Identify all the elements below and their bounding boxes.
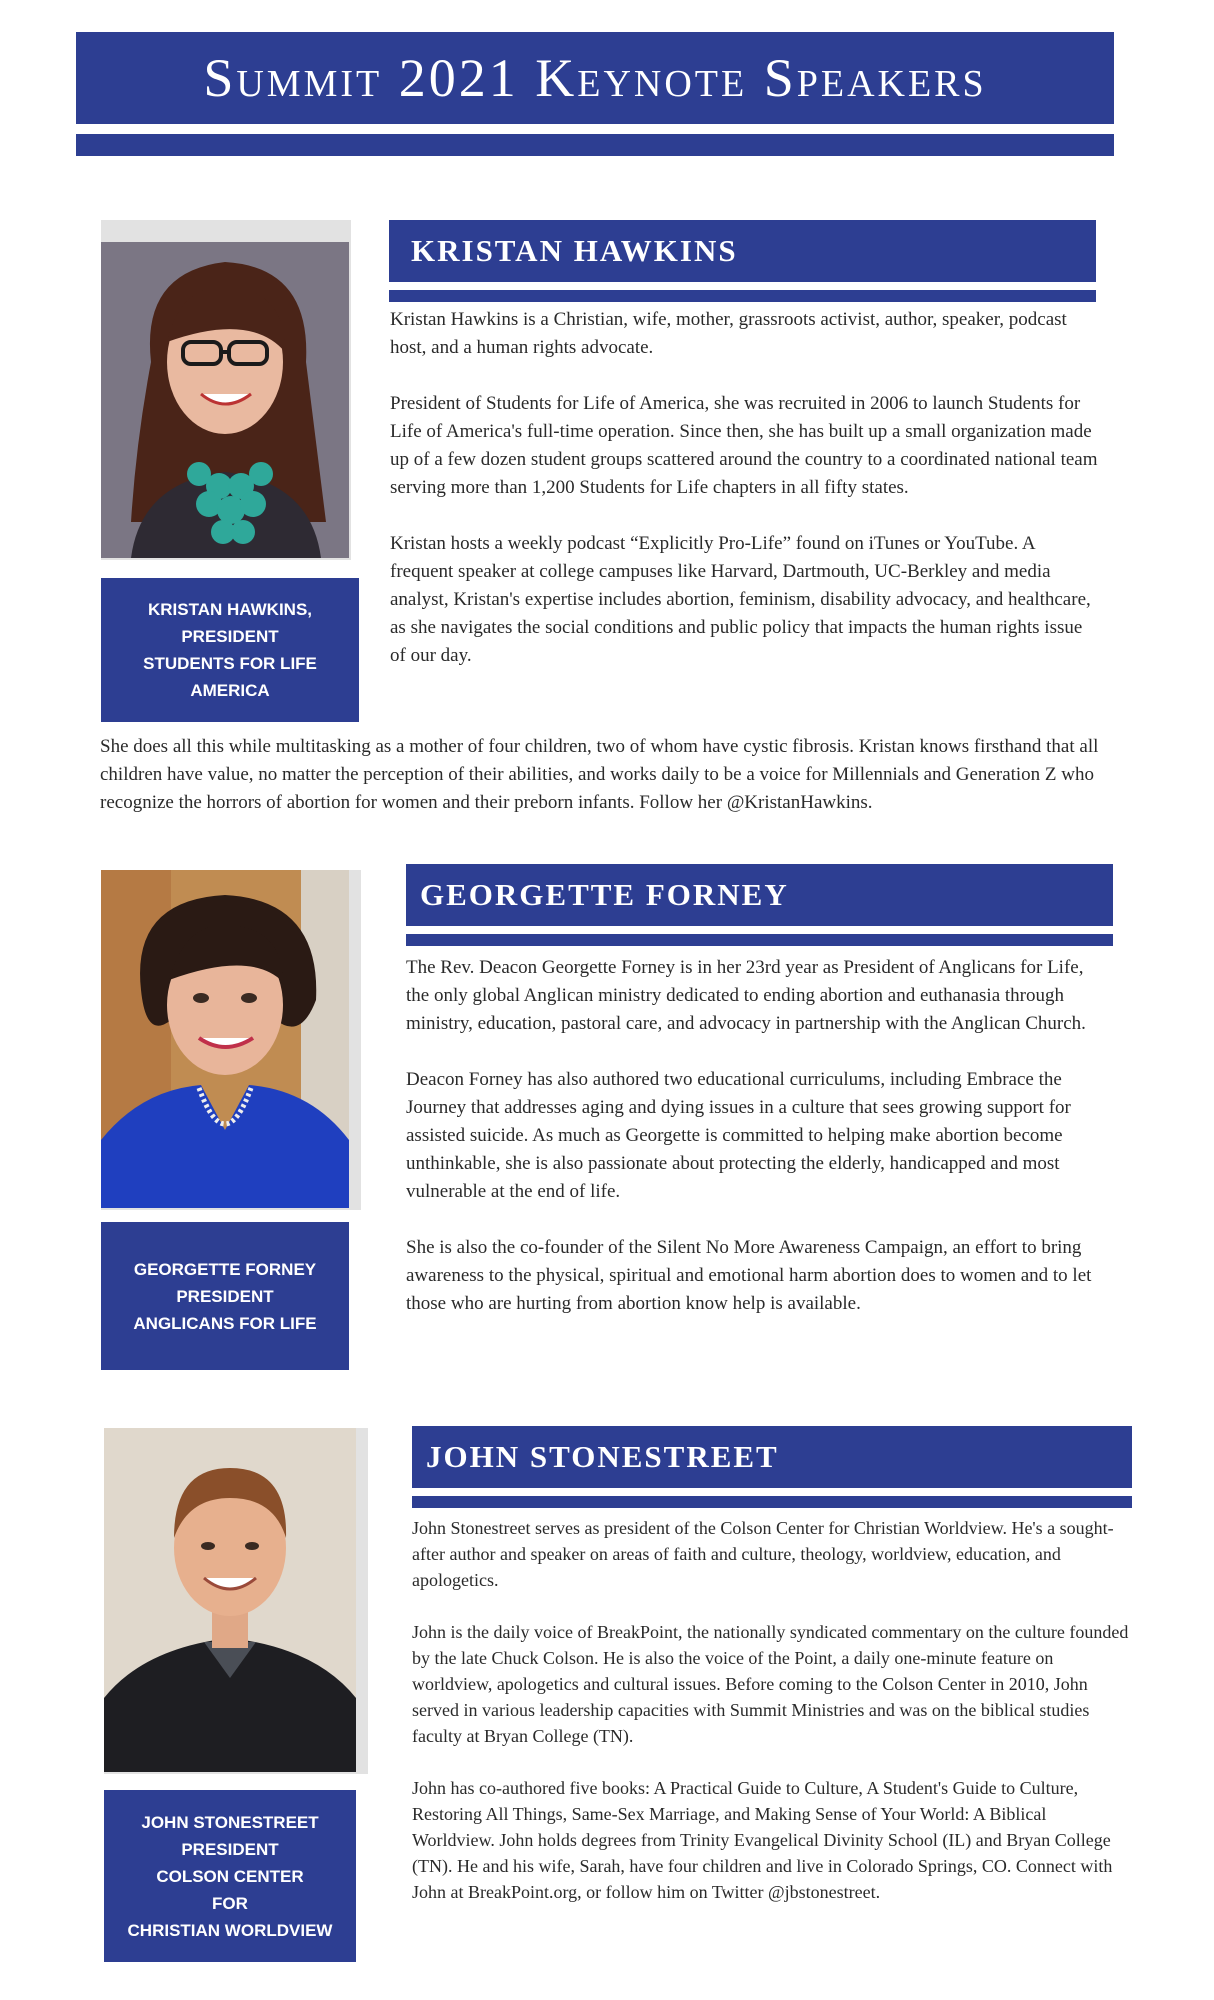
georgette-forney-name-bar xyxy=(406,864,1113,926)
caption-line: GEORGETTE FORNEY xyxy=(133,1259,317,1279)
kristan-hawkins-caption xyxy=(101,578,359,722)
caption-line: JOHN STONESTREET xyxy=(141,1812,319,1832)
speaker-name: KRISTAN HAWKINS xyxy=(411,233,738,268)
bio-paragraph: President of Students for Life of America, she was recruited in 2006 to launch Students for Life of America's full-time operation. Since then, she has built up a small organization made up of a few dozen student groups scattered around the country to a coordinated national team serving more than 1,200 Students for Life chapters in all fifty states. xyxy=(390,393,1098,498)
bio-paragraph: John has co-authored five books: A Practical Guide to Culture, A Student's Guide to Culture, Restoring All Things, Same-Sex Marriage, and Making Sense of Your World: A Biblical Worldview. John holds degrees from Trinity Evangelical Divinity School (IL) and Bryan College (TN). He and his wife, Sarah, have four children and live in Colorado Springs, CO. Connect with John at BreakPoint.org, or follow him on Twitter @jbstonestreet. xyxy=(412,1778,1113,1902)
speaker-name: GEORGETTE FORNEY xyxy=(420,877,789,912)
caption-line: FOR xyxy=(212,1893,248,1913)
georgette-forney-bio xyxy=(406,954,1106,1318)
bio-paragraph: John is the daily voice of BreakPoint, the nationally syndicated commentary on the culture founded by the late Chuck Colson. He is also the voice of the Point, a daily one-minute feature on worldview, apologetics and cultural issues. Before coming to the Colson Center in 2010, John served in various leadership capacities with Summit Ministries and was on the biblical studies faculty at Bryan College (TN). xyxy=(412,1622,1129,1746)
john-stonestreet-bio xyxy=(412,1515,1132,1905)
page-title: Summit 2021 Keynote Speakers xyxy=(203,48,987,108)
portrait-man-icon xyxy=(104,1428,356,1772)
caption-line: CHRISTIAN WORLDVIEW xyxy=(127,1920,333,1940)
caption-line: AMERICA xyxy=(190,681,270,700)
caption-line: STUDENTS FOR LIFE xyxy=(143,654,317,673)
bio-paragraph: Kristan hosts a weekly podcast “Explicitly Pro-Life” found on iTunes or YouTube. A frequent speaker at college campuses like Harvard, Dartmouth, UC-Berkley and media analyst, Kristan's expertise includes abortion, feminism, disability advocacy, and healthcare, as she navigates the social conditions and public policy that impacts the human rights issue of our day. xyxy=(390,533,1091,666)
john-stonestreet-photo xyxy=(104,1428,356,1772)
caption-line: COLSON CENTER xyxy=(156,1866,304,1886)
title-underline xyxy=(76,134,1114,156)
kristan-hawkins-bio-continued: She does all this while multitasking as a mother of four children, two of whom have cystic fibrosis. Kristan knows firsthand that all children have value, no matter the perception of their abilities, and works daily to be a voice for Millennials and Generation Z who recognize the horrors of abortion for women and their preborn infants. Follow her @KristanHawkins. xyxy=(100,736,1099,813)
speaker-name: JOHN STONESTREET xyxy=(426,1439,779,1474)
georgette-forney-caption xyxy=(101,1222,349,1370)
john-stonestreet-name-bar xyxy=(412,1426,1132,1488)
bio-paragraph: She is also the co-founder of the Silent No More Awareness Campaign, an effort to bring awareness to the physical, spiritual and emotional harm abortion does to women and to let those who are hurting from abortion know help is available. xyxy=(406,1237,1092,1314)
caption-line: ANGLICANS FOR LIFE xyxy=(133,1313,317,1333)
bio-paragraph: Deacon Forney has also authored two educational curriculums, including Embrace the Journey that addresses aging and dying issues in a culture that sees growing support for assisted suicide. As much as Georgette is committed to helping make abortion become unthinkable, she is also passionate about protecting the elderly, handicapped and most vulnerable at the end of life. xyxy=(406,1069,1071,1202)
kristan-hawkins-bio xyxy=(390,306,1100,670)
caption-line: KRISTAN HAWKINS, xyxy=(147,600,312,619)
caption-line: PRESIDENT xyxy=(181,1839,279,1859)
georgette-forney-photo xyxy=(101,870,349,1208)
name-underline xyxy=(412,1496,1132,1508)
portrait-woman-icon xyxy=(101,870,349,1208)
name-underline xyxy=(406,934,1113,946)
kristan-hawkins-photo xyxy=(101,242,349,558)
name-underline xyxy=(389,290,1096,302)
kristan-hawkins-name-bar xyxy=(389,220,1096,282)
caption-line: PRESIDENT xyxy=(181,627,279,646)
portrait-woman-icon xyxy=(101,242,349,558)
caption-line: PRESIDENT xyxy=(176,1286,274,1306)
bio-paragraph: John Stonestreet serves as president of the Colson Center for Christian Worldview. He's a sought-after author and speaker on areas of faith and culture, theology, worldview, education, and apologetics. xyxy=(412,1518,1114,1590)
john-stonestreet-caption xyxy=(104,1790,356,1962)
bio-paragraph: The Rev. Deacon Georgette Forney is in her 23rd year as President of Anglicans for Life, the only global Anglican ministry dedicated to ending abortion and euthanasia through ministry, education, pastoral care, and advocacy in partnership with the Anglican Church. xyxy=(406,957,1086,1034)
bio-paragraph: Kristan Hawkins is a Christian, wife, mother, grassroots activist, author, speaker, podcast host, and a human rights advocate. xyxy=(390,309,1067,358)
